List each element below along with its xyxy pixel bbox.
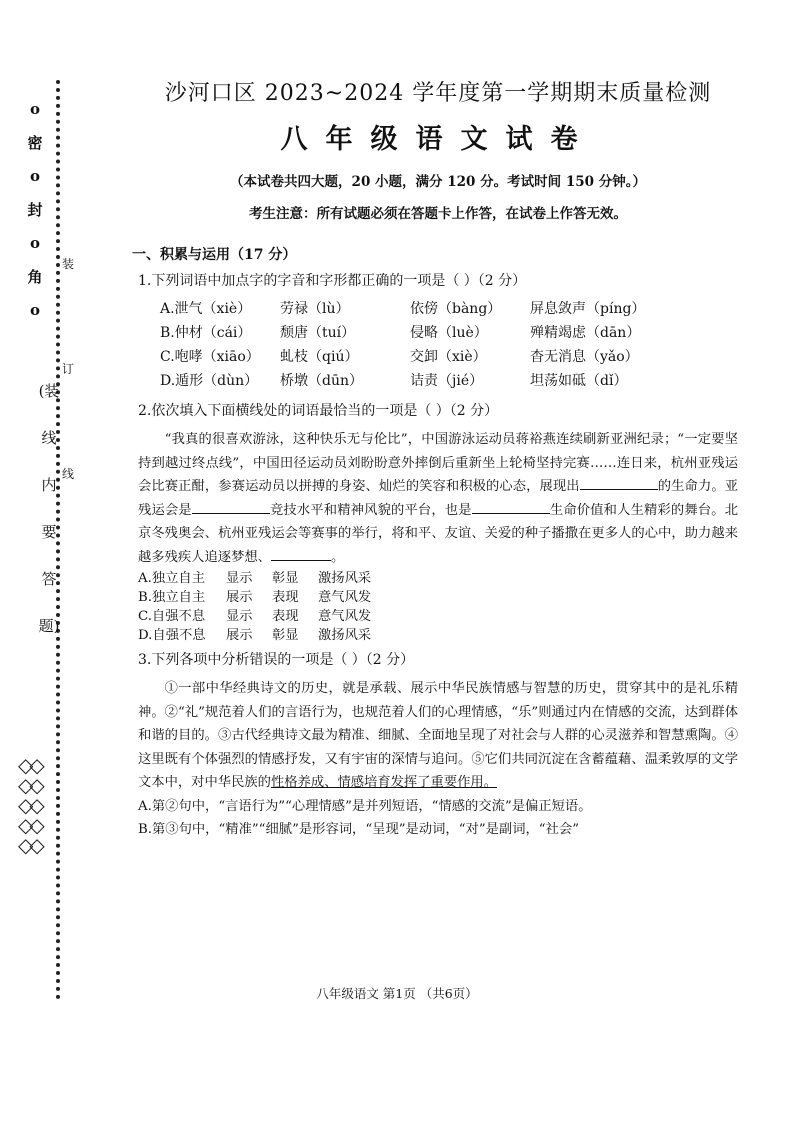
q2-option-word: 激扬风采 xyxy=(318,628,372,643)
q2-text: 的生命力。亚残运会是 xyxy=(138,479,739,518)
question-1-stem: 1.下列词语中加点字的字音和字形都正确的一项是（ ）（2 分） xyxy=(138,273,527,289)
binding-inner-char: 订 xyxy=(61,362,74,376)
question-2-stem: 2.依次填入下面横线处的词语最恰当的一项是（ ）（2 分） xyxy=(138,403,499,419)
question-3-passage xyxy=(138,677,738,795)
no-answer-char: 内 xyxy=(41,476,57,494)
q2-option-word: D.自强不息 xyxy=(138,628,206,643)
q2-option-word: A.独立自主 xyxy=(138,571,206,586)
answer-blank xyxy=(580,475,658,490)
q1-option-cell: 殚精竭虑（dān） xyxy=(530,325,641,341)
no-answer-char: 要 xyxy=(41,523,57,541)
seal-char: 密 xyxy=(27,134,43,152)
no-answer-char: 答 xyxy=(41,570,57,588)
q2-option-word: 显示 xyxy=(226,609,253,624)
q2-option-word: B.独立自主 xyxy=(138,590,206,605)
q1-option-cell: D.遁形（dùn） xyxy=(160,373,259,389)
q2-text: 竞技水平和精神风貌的平台，也是 xyxy=(269,502,472,518)
section-title: 一、积累与运用（17 分） xyxy=(132,247,297,263)
q2-option-word: 意气风发 xyxy=(318,609,372,624)
q1-option-cell: 杳无消息（yǎo） xyxy=(530,349,639,365)
q2-option-row xyxy=(138,588,738,607)
q1-option-cell: 虬枝（qiú） xyxy=(280,349,359,365)
q1-option-cell: 交卸（xiè） xyxy=(410,349,487,365)
q1-option-cell: A.泄气（xiè） xyxy=(160,301,252,317)
q2-text: “我真的很喜欢游泳，这种快乐无与伦比”，中国游泳运动员蒋裕燕连续刷新亚洲纪录；“一定要坚持到越过终点线”，中国田径运动员刘盼盼意外摔倒后重新坐上轮椅坚持完赛……连日来，杭州亚残运会比赛正酣，参赛运动员以拼搏的身姿、灿烂的笑容和积极的心态，展现出 xyxy=(138,432,738,494)
answer-blank xyxy=(192,499,270,514)
q1-option-cell: 颓唐（tuí） xyxy=(280,325,356,341)
q1-option-cell: 坦荡如砥（dǐ） xyxy=(530,373,628,389)
no-answer-char: 线 xyxy=(41,429,57,447)
q2-option-word: 展示 xyxy=(226,628,253,643)
q1-option-cell: B.仲材（cái） xyxy=(160,325,252,341)
q2-option-word: 显示 xyxy=(226,571,253,586)
seal-char: o xyxy=(29,234,40,252)
exam-notice: 考生注意：所有试题必须在答题卡上作答，在试卷上作答无效。 xyxy=(249,206,627,222)
question-2-options xyxy=(138,569,738,645)
binding-inner-char: 线 xyxy=(61,467,74,481)
seal-char: o xyxy=(29,100,40,118)
exam-page xyxy=(132,76,739,842)
binding-inner-labels xyxy=(60,255,76,482)
q3-option-b: B.第③句中，“精准”“细腻”是形容词，“呈现”是动词，“对”是副词，“社会” xyxy=(138,822,579,837)
q2-option-row xyxy=(138,626,738,645)
binding-inner-char: 装 xyxy=(61,257,74,271)
page-footer: 八年级语文 第1页 （共6页） xyxy=(316,986,478,1001)
q2-option-word: 表现 xyxy=(272,609,299,624)
seal-char: o xyxy=(29,167,40,185)
q2-option-word: 激扬风采 xyxy=(318,571,372,586)
q3-option-a: A.第②句中，“言语行为”“心理情感”是并列短语，“情感的交流”是偏正短语。 xyxy=(138,798,592,814)
q2-text: 生命价值和人生精彩的舞台。北京冬残奥会、杭州亚残运会等赛事的举行，将和平、友谊、关爱的种子播撒在更多人的心中，助力越来越多残疾人追逐梦想、 xyxy=(138,502,739,565)
q1-option-cell: 诘责（jié） xyxy=(410,373,484,389)
seal-char: o xyxy=(29,301,40,319)
q1-option-cell: 劳禄（lù） xyxy=(280,301,350,317)
q2-option-word: 彰显 xyxy=(272,628,299,643)
q1-option-cell: 屏息敛声（píng） xyxy=(530,301,646,317)
exam-header-line: 沙河口区 2023~2024 学年度第一学期期末质量检测 xyxy=(164,81,712,106)
question-2-passage xyxy=(138,428,738,569)
question-3-stem: 3.下列各项中分析错误的一项是（ ）（2 分） xyxy=(138,652,415,668)
no-answer-char: (装 xyxy=(38,382,60,400)
q1-option-cell: 桥墩（dūn） xyxy=(280,373,363,389)
q2-text: 。 xyxy=(330,549,345,565)
q3-text: ①一部中华经典诗文的历史，就是承载、展示中华民族情感与智慧的历史，贯穿其中的是礼乐精神。②“礼”规范着人们的言语行为，也规范着人们的心理情感，“乐”则通过内在情感的交流，达到群体和谐的目的。③古代经典诗文最为精准、细腻、全面地呈现了对社会与人群的心灵滋养和智慧熏陶。④这里既有个体强烈的情感抒发，又有宇宙的深情与追问。⑤它们共同沉淀在含蓄蕴藉、温柔敦厚的文学文本中，对中华民族的 xyxy=(138,681,738,790)
question-1-options xyxy=(160,298,738,390)
seal-label-column xyxy=(22,100,48,319)
answer-blank xyxy=(271,546,331,561)
q2-option-word: 彰显 xyxy=(272,571,299,586)
q2-option-word: 意气风发 xyxy=(318,590,372,605)
answer-blank xyxy=(472,499,550,514)
seal-char: 角 xyxy=(27,268,43,286)
q1-option-cell: C.咆哮（xiāo） xyxy=(160,349,260,365)
q1-option-cell: 侵略（luè） xyxy=(410,325,488,341)
q2-option-word: C.自强不息 xyxy=(138,609,206,624)
no-answer-column xyxy=(36,380,62,636)
q2-option-word: 表现 xyxy=(272,590,299,605)
seal-char: 封 xyxy=(27,201,43,219)
q2-option-row xyxy=(138,569,738,588)
no-answer-char: 题) xyxy=(38,617,60,635)
q2-option-row xyxy=(138,607,738,626)
binding-decoration: ◇◇ ◇◇ ◇◇ ◇◇ ◇◇ xyxy=(18,753,41,857)
exam-info: （本试卷共四大题，20 小题，满分 120 分。考试时间 150 分钟。） xyxy=(230,174,646,190)
exam-title: 八年级语文试卷 xyxy=(280,124,596,155)
q1-option-cell: 依傍（bàng） xyxy=(410,301,502,317)
q2-option-word: 展示 xyxy=(226,590,253,605)
q3-underlined-text: 性格养成、情感培育发挥了重要作用。 xyxy=(270,775,498,790)
